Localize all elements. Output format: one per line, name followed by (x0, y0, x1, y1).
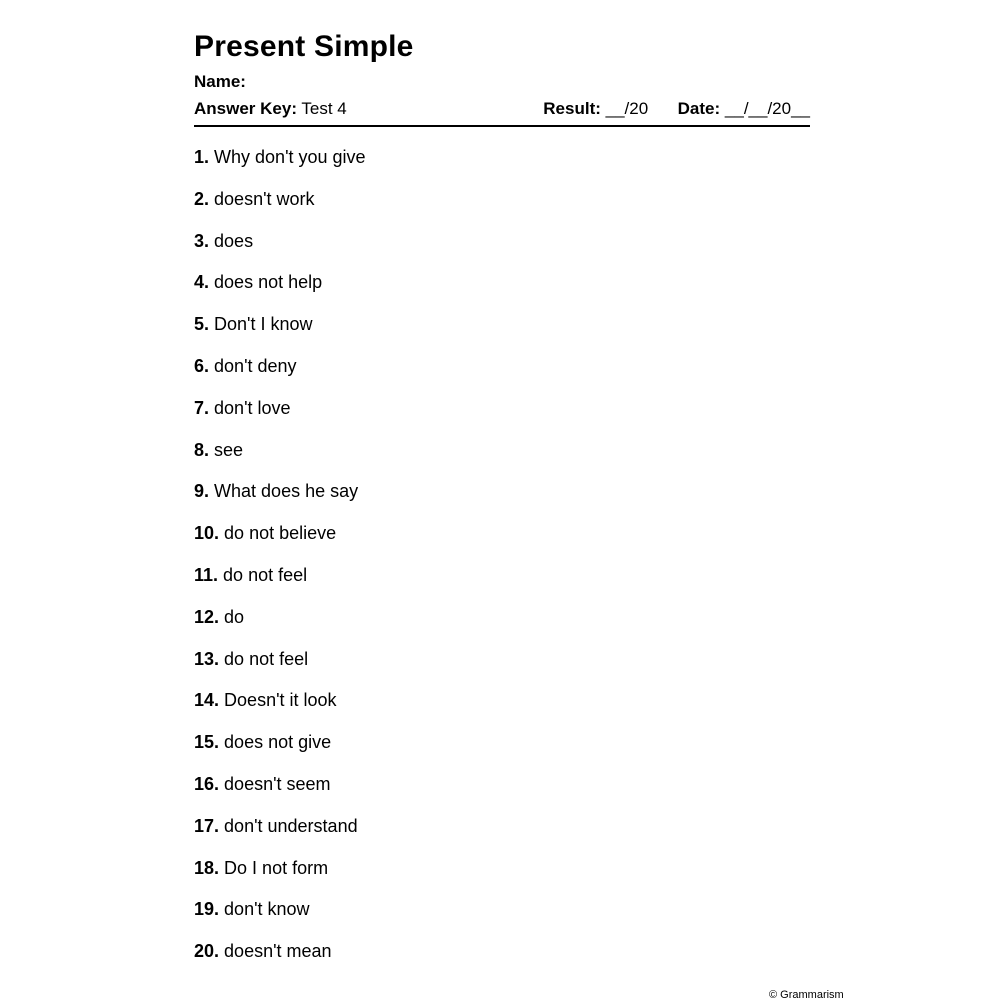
answer-number: 2. (194, 188, 210, 209)
result-value: __/20 (605, 99, 649, 118)
answer-number: 6. (194, 355, 210, 376)
answer-number: 10. (194, 523, 220, 544)
result-date-group (543, 99, 810, 119)
answer-number: 14. (194, 690, 220, 711)
answer-item (194, 564, 366, 606)
copyright-notice: © Grammarism (769, 989, 844, 1001)
answer-item (194, 857, 366, 899)
answer-text: see (214, 439, 244, 460)
answer-item (194, 898, 366, 940)
answer-number: 18. (194, 857, 220, 878)
answer-item (194, 439, 366, 481)
answer-number: 20. (194, 941, 220, 962)
answer-number: 9. (194, 481, 210, 502)
answer-text: doesn't mean (224, 941, 332, 962)
answer-number: 7. (194, 397, 210, 418)
answer-item (194, 146, 366, 188)
answer-item (194, 689, 366, 731)
page-title: Present Simple (194, 30, 414, 63)
answer-text: don't love (214, 397, 291, 418)
answer-item (194, 230, 366, 272)
answer-number: 11. (194, 564, 219, 585)
answer-item (194, 648, 366, 690)
answer-item (194, 606, 366, 648)
answer-number: 19. (194, 899, 220, 920)
answer-text: does (214, 230, 254, 251)
header-divider (194, 125, 810, 127)
answer-key-group (194, 99, 347, 119)
answer-text: do not feel (223, 564, 308, 585)
answer-key-label: Answer Key: (194, 99, 297, 118)
answer-text: doesn't work (214, 188, 315, 209)
answer-item (194, 480, 366, 522)
answer-item (194, 940, 366, 982)
answer-number: 3. (194, 230, 210, 251)
answer-text: do not feel (224, 648, 309, 669)
answer-item (194, 355, 366, 397)
answer-text: Doesn't it look (224, 690, 337, 711)
answer-number: 17. (194, 815, 220, 836)
test-name: Test 4 (301, 99, 347, 118)
answer-number: 5. (194, 314, 210, 335)
answer-number: 4. (194, 272, 210, 293)
answer-list (194, 146, 366, 982)
answer-key-row (194, 99, 810, 121)
answer-text: Don't I know (214, 314, 313, 335)
answer-item (194, 815, 366, 857)
answer-text: doesn't seem (224, 773, 331, 794)
answer-text: don't deny (214, 355, 297, 376)
answer-text: Do I not form (224, 857, 329, 878)
answer-text: What does he say (214, 481, 359, 502)
answer-number: 12. (194, 606, 220, 627)
answer-item (194, 773, 366, 815)
answer-number: 8. (194, 439, 210, 460)
answer-text: don't know (224, 899, 310, 920)
answer-item (194, 731, 366, 773)
answer-item (194, 313, 366, 355)
answer-number: 13. (194, 648, 220, 669)
answer-number: 15. (194, 732, 220, 753)
answer-text: do (224, 606, 245, 627)
answer-text: Why don't you give (214, 147, 366, 167)
date-label: Date: (677, 99, 721, 118)
answer-text: does not give (224, 732, 332, 753)
answer-text: don't understand (224, 815, 358, 836)
name-label: Name: (194, 72, 246, 91)
answer-text: do not believe (224, 523, 337, 544)
date-value: __/__/20__ (724, 99, 810, 118)
answer-item (194, 397, 366, 439)
answer-item (194, 271, 366, 313)
result-label: Result: (543, 99, 601, 118)
answer-item (194, 188, 366, 230)
answer-item (194, 522, 366, 564)
answer-text: does not help (214, 272, 323, 293)
answer-number: 1. (194, 147, 210, 167)
answer-number: 16. (194, 773, 220, 794)
